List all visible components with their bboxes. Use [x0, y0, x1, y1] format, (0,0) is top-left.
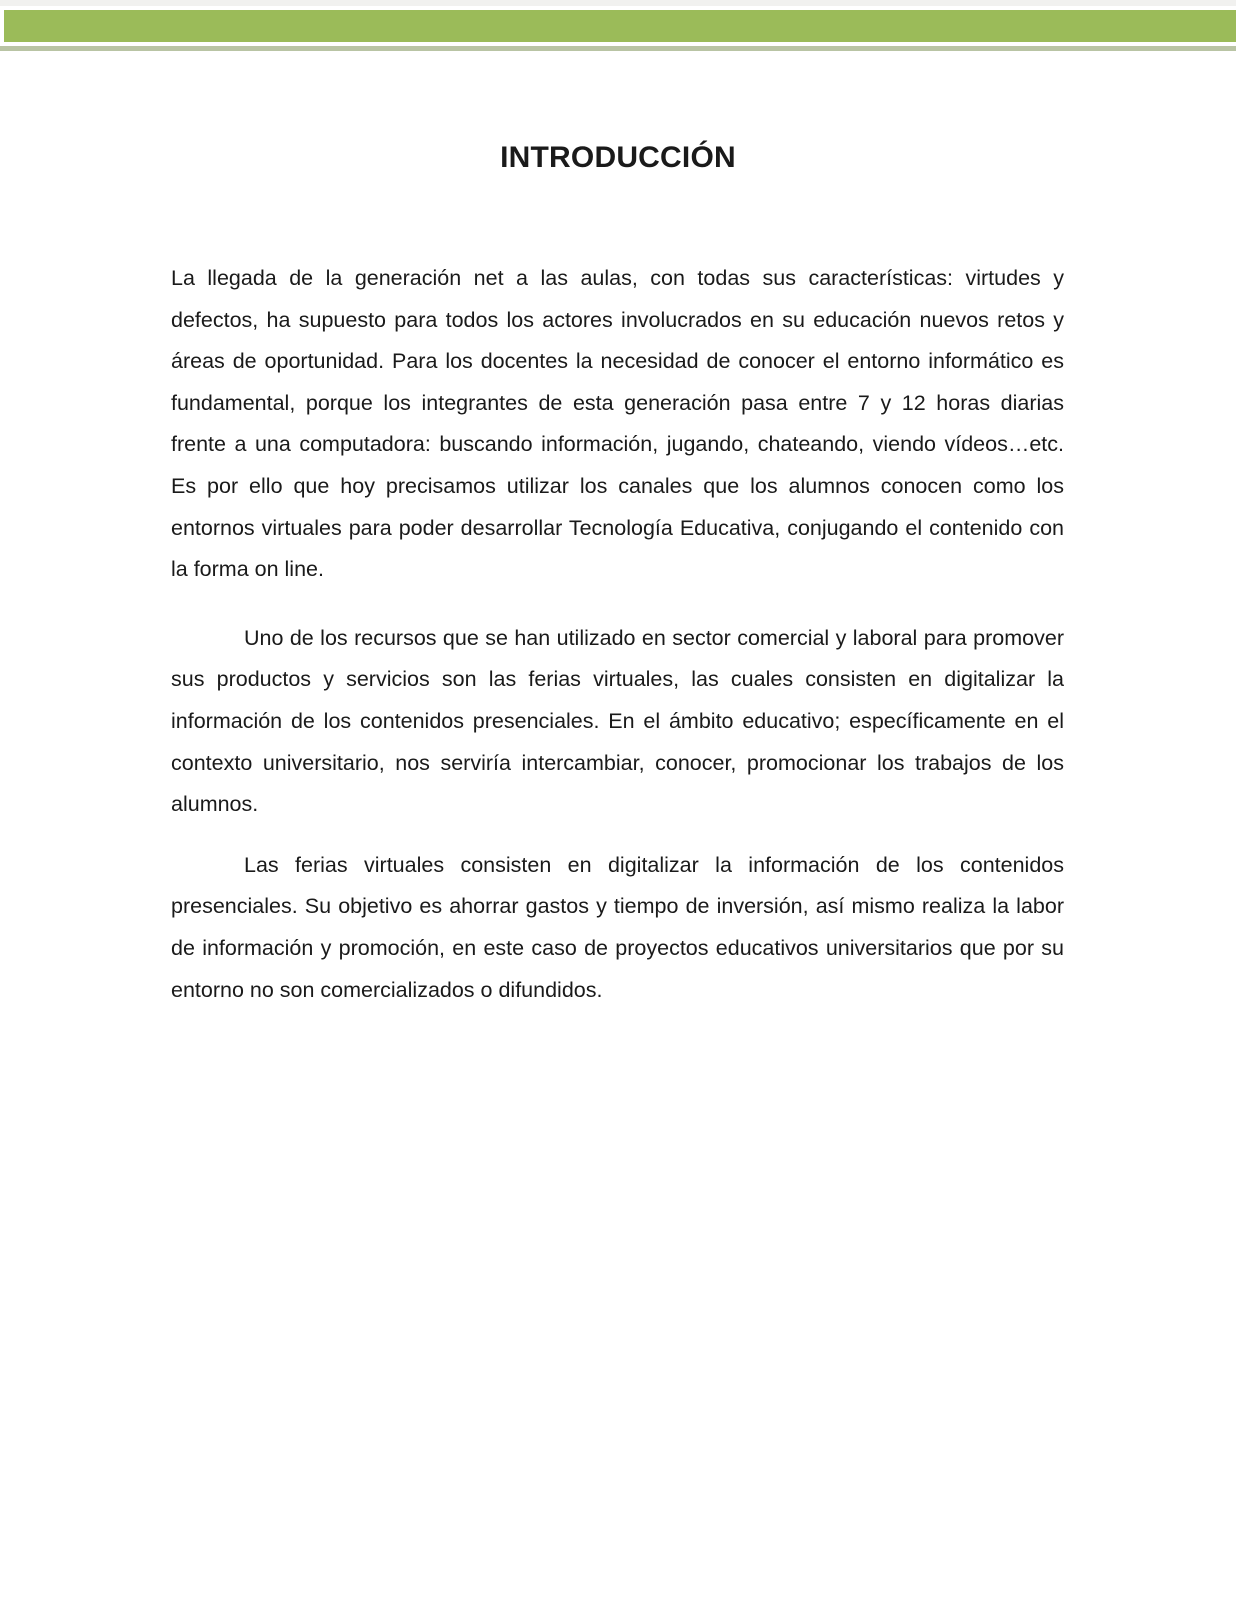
- paragraph-intro: La llegada de la generación net a las aulas, con todas sus características: virtudes y defectos, ha supuesto para todos los actores involucrados en su educación nuevos retos y áreas de oportunidad. Para los docentes la necesidad de conocer el entorno informático es fundamental, porque los integrantes de esta generación pasa entre 7 y 12 horas diarias frente a una computadora: buscando información, jugando, chateando, viendo vídeos…etc. Es por ello que hoy precisamos utilizar los canales que los alumnos conocen como los entornos virtuales para poder desarrollar Tecnología Educativa, conjugando el contenido con la forma on line.: [171, 266, 1064, 582]
- header-rule: [0, 46, 1236, 51]
- paragraph-resources: Uno de los recursos que se han utilizado en sector comercial y laboral para promover sus productos y servicios son las ferias virtuales, las cuales consisten en digitalizar la información de los contenidos presenciales. En el ámbito educativo; específicamente en el contexto universitario, nos serviría intercambiar, conocer, promocionar los trabajos de los alumnos.: [171, 625, 1064, 817]
- header-color-bar: [4, 10, 1236, 42]
- page-top-border: [0, 0, 1236, 6]
- paragraph-virtual-fairs: Las ferias virtuales consisten en digitalizar la información de los contenidos presenciales. Su objetivo es ahorrar gastos y tiempo de inversión, así mismo realiza la labor de información y promoción, en este caso de proyectos educativos universitarios que por su entorno no son comercializados o difundidos.: [171, 852, 1064, 1002]
- document-body: [171, 258, 1064, 1011]
- page-title: INTRODUCCIÓN: [500, 141, 736, 174]
